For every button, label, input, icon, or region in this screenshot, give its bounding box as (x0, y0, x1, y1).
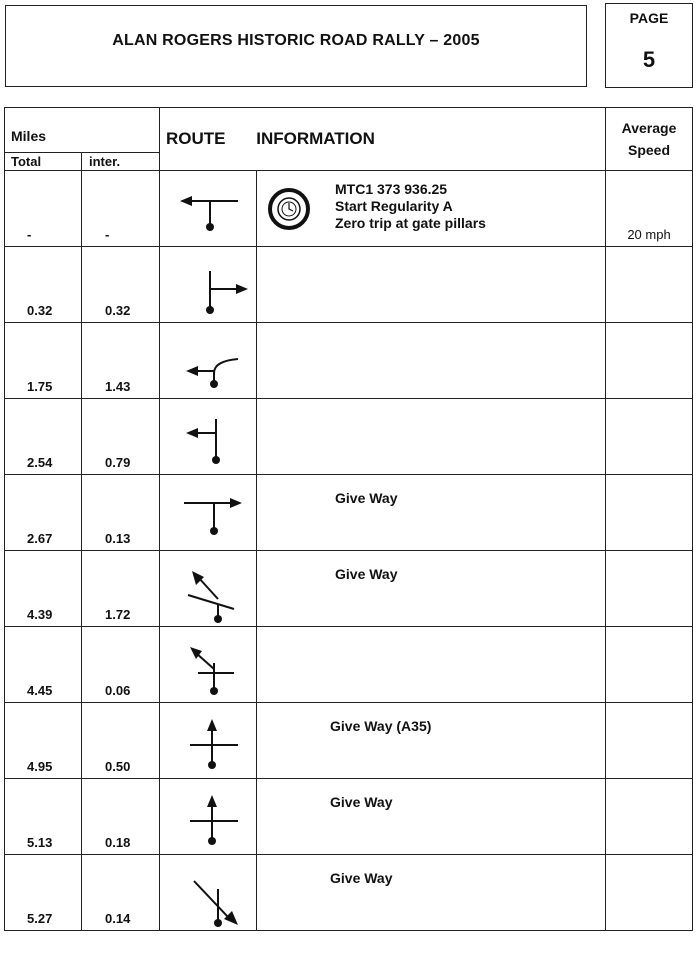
speed-cell (606, 399, 693, 475)
time-control-icon (267, 187, 311, 231)
information-cell (257, 627, 606, 703)
inter-header: inter. (89, 154, 121, 169)
route-info (330, 870, 393, 887)
route-row (5, 855, 693, 931)
route-table (4, 107, 693, 931)
route-row (5, 171, 693, 247)
inter-miles: 0.79 (105, 455, 131, 470)
miles-cell (5, 171, 160, 247)
total-header: Total (11, 154, 42, 169)
tulip-t-junction-right-arrow-icon (168, 481, 250, 547)
page-number: 5 (642, 47, 656, 72)
inter-miles: 0.06 (105, 683, 131, 698)
miles-cell (5, 855, 160, 931)
inter-miles: 0.13 (105, 531, 131, 546)
average-speed-header (606, 108, 693, 171)
speed-label: Speed (627, 142, 670, 158)
tulip-crossroads-half-left-arrow-icon (168, 633, 250, 699)
route-row (5, 247, 693, 323)
miles-cell (5, 703, 160, 779)
route-diagram-cell (160, 551, 257, 627)
miles-cell (5, 779, 160, 855)
route-row (5, 779, 693, 855)
page-label: PAGE (629, 10, 669, 26)
total-miles: 1.75 (27, 379, 53, 394)
info-line: Zero trip at gate pillars (335, 215, 486, 231)
speed-cell (606, 247, 693, 323)
inter-miles: 0.50 (105, 759, 131, 774)
information-cell (257, 323, 606, 399)
route-diagram-cell (160, 399, 257, 475)
information-cell (257, 551, 606, 627)
tulip-right-turn-arrow-icon (168, 253, 250, 319)
information-cell (257, 703, 606, 779)
tulip-bear-left-arrow-icon (168, 329, 250, 395)
speed-cell (606, 627, 693, 703)
route-row (5, 399, 693, 475)
speed-cell (606, 551, 693, 627)
speed-cell (606, 855, 693, 931)
route-label: ROUTE (166, 129, 226, 148)
title-box (5, 5, 587, 87)
route-diagram-cell (160, 171, 257, 247)
info-line: Give Way (335, 490, 398, 506)
miles-cell (5, 247, 160, 323)
tulip-crossroads-straight-arrow-icon (168, 709, 250, 775)
miles-subheader (5, 152, 159, 170)
tulip-left-turn-arrow-icon (168, 405, 250, 471)
speed-cell (606, 171, 693, 247)
tulip-cross-diagonal-left-arrow-icon (168, 557, 250, 623)
route-diagram-cell (160, 627, 257, 703)
route-info (335, 566, 398, 583)
information-cell (257, 855, 606, 931)
route-information-header (160, 108, 606, 171)
information-cell (257, 399, 606, 475)
info-line: Give Way (330, 870, 393, 886)
route-row (5, 323, 693, 399)
total-miles: 4.39 (27, 607, 53, 622)
tulip-diagonal-right-arrow-icon (168, 861, 250, 927)
miles-header (5, 108, 160, 171)
route-diagram-cell (160, 247, 257, 323)
inter-miles: 1.72 (105, 607, 131, 622)
information-cell (257, 475, 606, 551)
miles-cell (5, 475, 160, 551)
speed-cell (606, 779, 693, 855)
speed-cell (606, 323, 693, 399)
info-line: Give Way (A35) (330, 718, 432, 734)
route-info (335, 490, 398, 507)
miles-cell (5, 323, 160, 399)
information-cell (257, 171, 606, 247)
inter-miles: 0.32 (105, 303, 131, 318)
inter-miles: 0.14 (105, 911, 131, 926)
inter-miles: - (105, 227, 110, 242)
speed-cell (606, 703, 693, 779)
miles-cell (5, 399, 160, 475)
total-miles: 2.54 (27, 455, 53, 470)
document-title: ALAN ROGERS HISTORIC ROAD RALLY – 2005 (112, 32, 480, 49)
route-info (330, 718, 431, 735)
total-miles: - (27, 227, 32, 242)
miles-divider (81, 153, 82, 170)
information-cell (257, 247, 606, 323)
total-miles: 0.32 (27, 303, 53, 318)
route-row (5, 551, 693, 627)
information-label: INFORMATION (256, 129, 375, 148)
route-diagram-cell (160, 475, 257, 551)
route-row (5, 475, 693, 551)
miles-label: Miles (11, 128, 47, 144)
route-diagram-cell (160, 323, 257, 399)
total-miles: 4.45 (27, 683, 53, 698)
inter-miles: 1.43 (105, 379, 131, 394)
route-info (335, 181, 486, 232)
total-miles: 2.67 (27, 531, 53, 546)
route-diagram-cell (160, 703, 257, 779)
total-miles: 4.95 (27, 759, 53, 774)
info-line: MTC1 373 936.25 (335, 181, 448, 197)
speed-cell (606, 475, 693, 551)
page-number-box (605, 3, 693, 88)
table-header (5, 108, 693, 171)
total-miles: 5.13 (27, 835, 53, 850)
average-speed: 20 mph (627, 227, 671, 242)
route-diagram-cell (160, 855, 257, 931)
info-line: Give Way (330, 794, 393, 810)
miles-cell (5, 627, 160, 703)
info-line: Give Way (335, 566, 398, 582)
route-info (330, 794, 393, 811)
information-cell (257, 779, 606, 855)
inter-miles: 0.18 (105, 835, 131, 850)
total-miles: 5.27 (27, 911, 53, 926)
tulip-crossroads-straight-arrow-icon (168, 785, 250, 851)
route-row (5, 703, 693, 779)
miles-cell (5, 551, 160, 627)
info-line: Start Regularity A (335, 198, 453, 214)
average-label: Average (621, 120, 677, 136)
route-diagram-cell (160, 779, 257, 855)
tulip-t-junction-left-arrow-icon (168, 177, 250, 243)
route-row (5, 627, 693, 703)
